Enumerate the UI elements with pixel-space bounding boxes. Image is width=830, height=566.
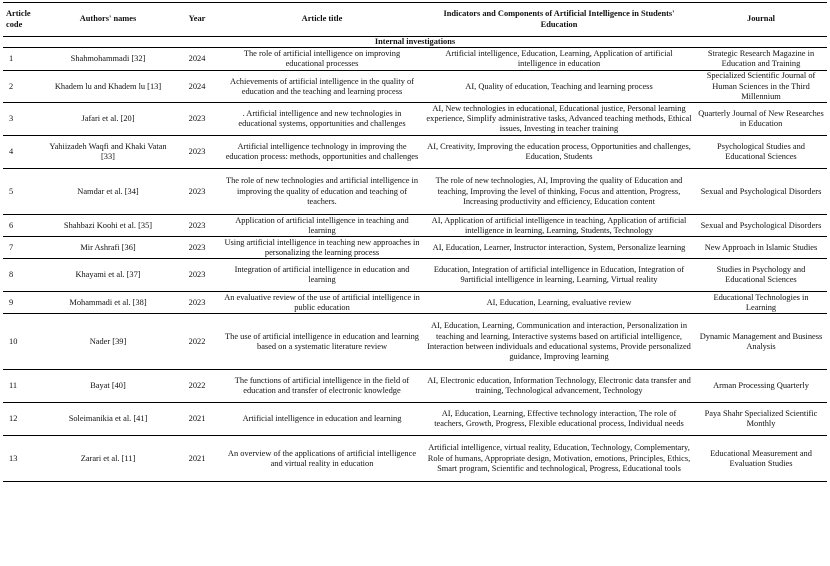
cell-journal: Psychological Studies and Educational Sciences: [695, 136, 827, 169]
cell-journal: Paya Shahr Specialized Scientific Monthly: [695, 403, 827, 436]
cell-authors: Zarari et al. [11]: [43, 436, 173, 482]
cell-article-title: The role of artificial intelligence on improving educational processes: [221, 48, 423, 71]
cell-indicators: Education, Integration of artificial intelligence in Education, Integration of 9artificial intelligence in learning, Learning, Virtual reality: [423, 259, 695, 292]
header-article-code: Article code: [3, 3, 43, 37]
table-row: [3, 292, 827, 314]
cell-article-title: Artificial intelligence technology in improving the education process: methods, opportunities and challenges: [221, 136, 423, 169]
cell-year: 2021: [173, 403, 221, 436]
cell-authors: Shahmohammadi [32]: [43, 48, 173, 71]
cell-authors: Shahbazi Koohi et al. [35]: [43, 215, 173, 237]
cell-authors: Mohammadi et al. [38]: [43, 292, 173, 314]
table-row: [3, 314, 827, 370]
cell-article-code: 9: [3, 292, 43, 314]
cell-authors: Bayat [40]: [43, 370, 173, 403]
cell-journal: Educational Technologies in Learning: [695, 292, 827, 314]
cell-journal: Arman Processing Quarterly: [695, 370, 827, 403]
table-row: [3, 370, 827, 403]
cell-article-code: 1: [3, 48, 43, 71]
cell-indicators: Artificial intelligence, virtual reality, Education, Technology, Complementary, Role of humans, Appropriate design, Motivation, emotions, Principles, Ethics, Smart program, Scientific and technological, Progress, Educational tools: [423, 436, 695, 482]
cell-indicators: AI, Education, Learner, Instructor interaction, System, Personalize learning: [423, 237, 695, 259]
table-row: [3, 259, 827, 292]
cell-article-title: . Artificial intelligence and new technologies in educational systems, opportunities and challenges: [221, 103, 423, 136]
cell-article-title: Integration of artificial intelligence in education and learning: [221, 259, 423, 292]
cell-journal: Sexual and Psychological Disorders: [695, 215, 827, 237]
cell-article-code: 7: [3, 237, 43, 259]
header-indicators: Indicators and Components of Artificial Intelligence in Students' Education: [423, 3, 695, 37]
studies-table: [3, 2, 827, 482]
cell-indicators: AI, Creativity, Improving the education process, Opportunities and challenges, Education, Students: [423, 136, 695, 169]
cell-article-title: The role of new technologies and artificial intelligence in improving the quality of education and teaching of teachers.: [221, 169, 423, 215]
cell-journal: Educational Measurement and Evaluation Studies: [695, 436, 827, 482]
cell-year: 2023: [173, 259, 221, 292]
cell-year: 2023: [173, 215, 221, 237]
table-row: [3, 436, 827, 482]
cell-indicators: AI, Quality of education, Teaching and learning process: [423, 71, 695, 103]
cell-authors: Namdar et al. [34]: [43, 169, 173, 215]
cell-article-title: Achievements of artificial intelligence in the quality of education and the teaching and learning process: [221, 71, 423, 103]
header-row: [3, 3, 827, 37]
cell-article-code: 3: [3, 103, 43, 136]
cell-journal: Studies in Psychology and Educational Sciences: [695, 259, 827, 292]
cell-journal: Sexual and Psychological Disorders: [695, 169, 827, 215]
cell-article-title: Using artificial intelligence in teaching new approaches in personalizing the learning process: [221, 237, 423, 259]
cell-indicators: AI, Electronic education, Information Technology, Electronic data transfer and training, Technological advancement, Technology: [423, 370, 695, 403]
cell-article-title: The functions of artificial intelligence in the field of education and transfer of electronic knowledge: [221, 370, 423, 403]
table-row: [3, 71, 827, 103]
cell-year: 2022: [173, 370, 221, 403]
table-row: [3, 169, 827, 215]
cell-indicators: AI, Education, Learning, Communication and interaction, Personalization in teaching and learning, Interactive systems based on artificial intelligence, Interaction between individuals and educational systems, Provide personalized guidance, Improving learning: [423, 314, 695, 370]
cell-year: 2023: [173, 237, 221, 259]
cell-authors: Khadem lu and Khadem lu [13]: [43, 71, 173, 103]
section-row: [3, 37, 827, 48]
table-row: [3, 237, 827, 259]
cell-authors: Soleimanikia et al. [41]: [43, 403, 173, 436]
cell-article-code: 8: [3, 259, 43, 292]
cell-article-code: 11: [3, 370, 43, 403]
cell-journal: Quarterly Journal of New Researches in Education: [695, 103, 827, 136]
cell-year: 2023: [173, 292, 221, 314]
cell-article-code: 2: [3, 71, 43, 103]
cell-year: 2023: [173, 103, 221, 136]
section-label: Internal investigations: [3, 37, 827, 48]
cell-authors: Nader [39]: [43, 314, 173, 370]
cell-indicators: Artificial intelligence, Education, Learning, Application of artificial intelligence in education: [423, 48, 695, 71]
cell-year: 2024: [173, 71, 221, 103]
table-row: [3, 215, 827, 237]
header-authors: Authors' names: [43, 3, 173, 37]
cell-article-title: The use of artificial intelligence in education and learning based on a systematic literature review: [221, 314, 423, 370]
table-row: [3, 48, 827, 71]
cell-article-code: 13: [3, 436, 43, 482]
cell-article-title: An overview of the applications of artificial intelligence and virtual reality in education: [221, 436, 423, 482]
cell-article-title: Artificial intelligence in education and learning: [221, 403, 423, 436]
cell-authors: Yahiizadeh Waqfi and Khaki Vatan [33]: [43, 136, 173, 169]
cell-indicators: AI, Education, Learning, Effective technology interaction, The role of teachers, Growth, Progress, Flexible educational process, Individual needs: [423, 403, 695, 436]
cell-article-code: 6: [3, 215, 43, 237]
cell-journal: Specialized Scientific Journal of Human Sciences in the Third Millennium: [695, 71, 827, 103]
cell-indicators: AI, New technologies in educational, Educational justice, Personal learning experience, Simplify administrative tasks, Advanced teaching methods, Ethical issues, Investing in teacher training: [423, 103, 695, 136]
table-row: [3, 403, 827, 436]
cell-indicators: AI, Application of artificial intelligence in teaching, Application of artificial intelligence in learning, Learning, Students, Technology: [423, 215, 695, 237]
cell-year: 2024: [173, 48, 221, 71]
cell-authors: Jafari et al. [20]: [43, 103, 173, 136]
cell-article-code: 4: [3, 136, 43, 169]
cell-year: 2022: [173, 314, 221, 370]
cell-article-title: Application of artificial intelligence in teaching and learning: [221, 215, 423, 237]
cell-article-title: An evaluative review of the use of artificial intelligence in public education: [221, 292, 423, 314]
cell-indicators: The role of new technologies, AI, Improving the quality of Education and teaching, Improving the level of thinking, Focus and attention, Progress, Increasing productivity and efficiency, Education content: [423, 169, 695, 215]
header-article-title: Article title: [221, 3, 423, 37]
cell-year: 2023: [173, 169, 221, 215]
cell-authors: Mir Ashrafi [36]: [43, 237, 173, 259]
table-row: [3, 103, 827, 136]
header-journal: Journal: [695, 3, 827, 37]
header-year: Year: [173, 3, 221, 37]
cell-article-code: 12: [3, 403, 43, 436]
cell-year: 2021: [173, 436, 221, 482]
cell-article-code: 10: [3, 314, 43, 370]
table-row: [3, 136, 827, 169]
cell-authors: Khayami et al. [37]: [43, 259, 173, 292]
cell-journal: New Approach in Islamic Studies: [695, 237, 827, 259]
cell-year: 2023: [173, 136, 221, 169]
cell-article-code: 5: [3, 169, 43, 215]
cell-journal: Strategic Research Magazine in Education and Training: [695, 48, 827, 71]
cell-journal: Dynamic Management and Business Analysis: [695, 314, 827, 370]
cell-indicators: AI, Education, Learning, evaluative review: [423, 292, 695, 314]
